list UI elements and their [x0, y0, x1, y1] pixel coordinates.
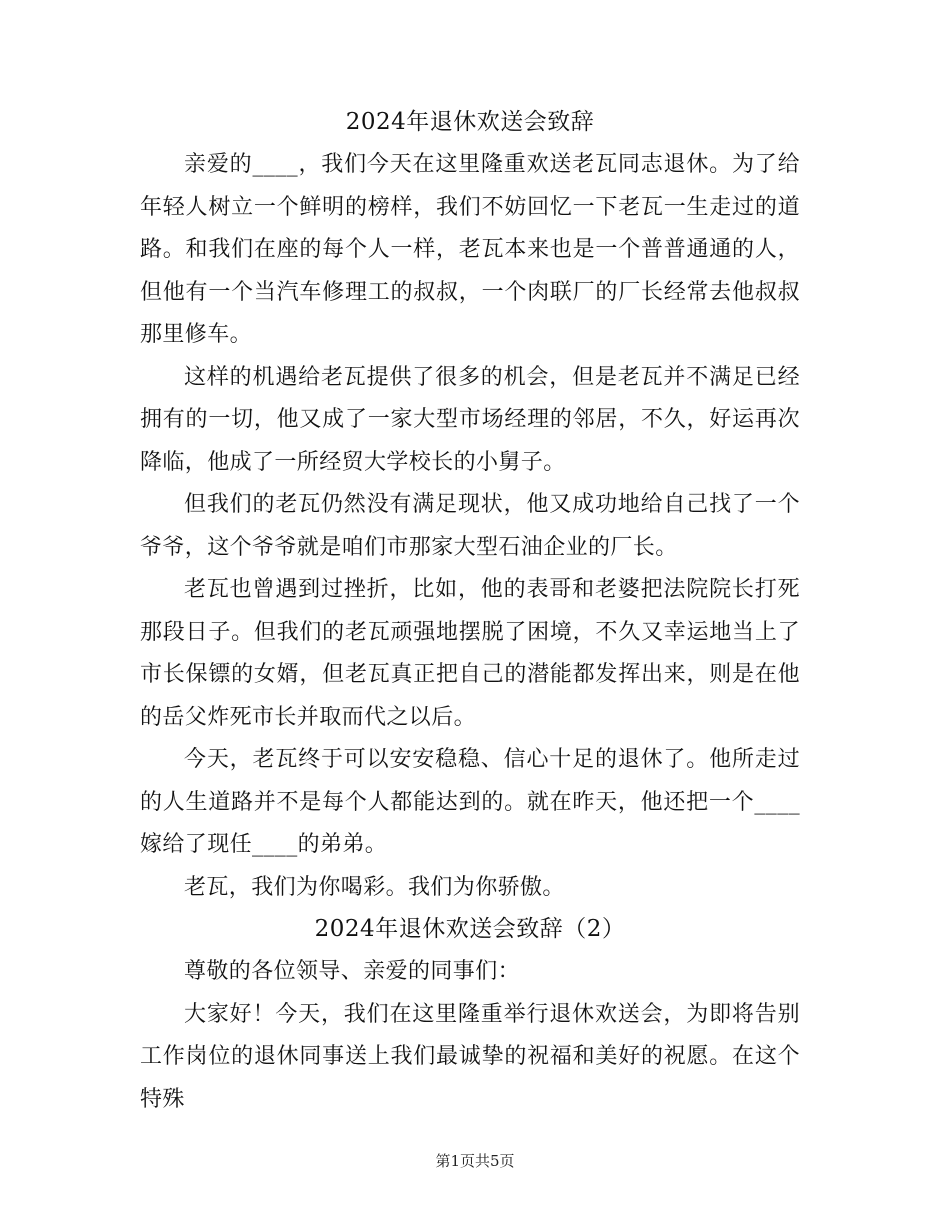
section-title: 2024年退休欢送会致辞（2） [314, 916, 626, 942]
paragraph: 今天，老瓦终于可以安安稳稳、信心十足的退休了。他所走过的人生道路并不是每个人都能达到的。就在昨天，他还把一个____嫁给了现任____的弟弟。 [140, 747, 800, 857]
paragraph: 这样的机遇给老瓦提供了很多的机会，但是老瓦并不满足已经拥有的一切，他又成了一家大型市场经理的邻居，不久，好运再次降临，他成了一所经贸大学校长的小舅子。 [140, 364, 800, 475]
document-page [140, 100, 800, 1121]
paragraph: 大家好！今天，我们在这里隆重举行退休欢送会，为即将告别工作岗位的退休同事送上我们最诚挚的祝福和美好的祝愿。在这个特殊 [140, 1001, 800, 1112]
paragraph: 尊敬的各位领导、亲爱的同事们： [184, 959, 521, 984]
page-number: 第1页共5页 [435, 1152, 515, 1170]
paragraph: 亲爱的____，我们今天在这里隆重欢送老瓦同志退休。为了给年轻人树立一个鲜明的榜样，我们不妨回忆一下老瓦一生走过的道路。和我们在座的每个人一样，老瓦本来也是一个普普通通的人，但他有一个当汽车修理工的叔叔，一个肉联厂的厂长经常去他叔叔那里修车。 [140, 152, 800, 347]
paragraph: 但我们的老瓦仍然没有满足现状，他又成功地给自己找了一个爷爷，这个爷爷就是咱们市那家大型石油企业的厂长。 [140, 492, 800, 560]
paragraph: 老瓦也曾遇到过挫折，比如，他的表哥和老婆把法院院长打死那段日子。但我们的老瓦顽强地摆脱了困境，不久又幸运地当上了市长保镖的女婿，但老瓦真正把自己的潜能都发挥出来，则是在他的岳父炸死市长并取而代之以后。 [140, 577, 800, 730]
paragraph: 老瓦，我们为你喝彩。我们为你骄傲。 [184, 874, 565, 900]
document-title: 2024年退休欢送会致辞 [345, 109, 595, 135]
